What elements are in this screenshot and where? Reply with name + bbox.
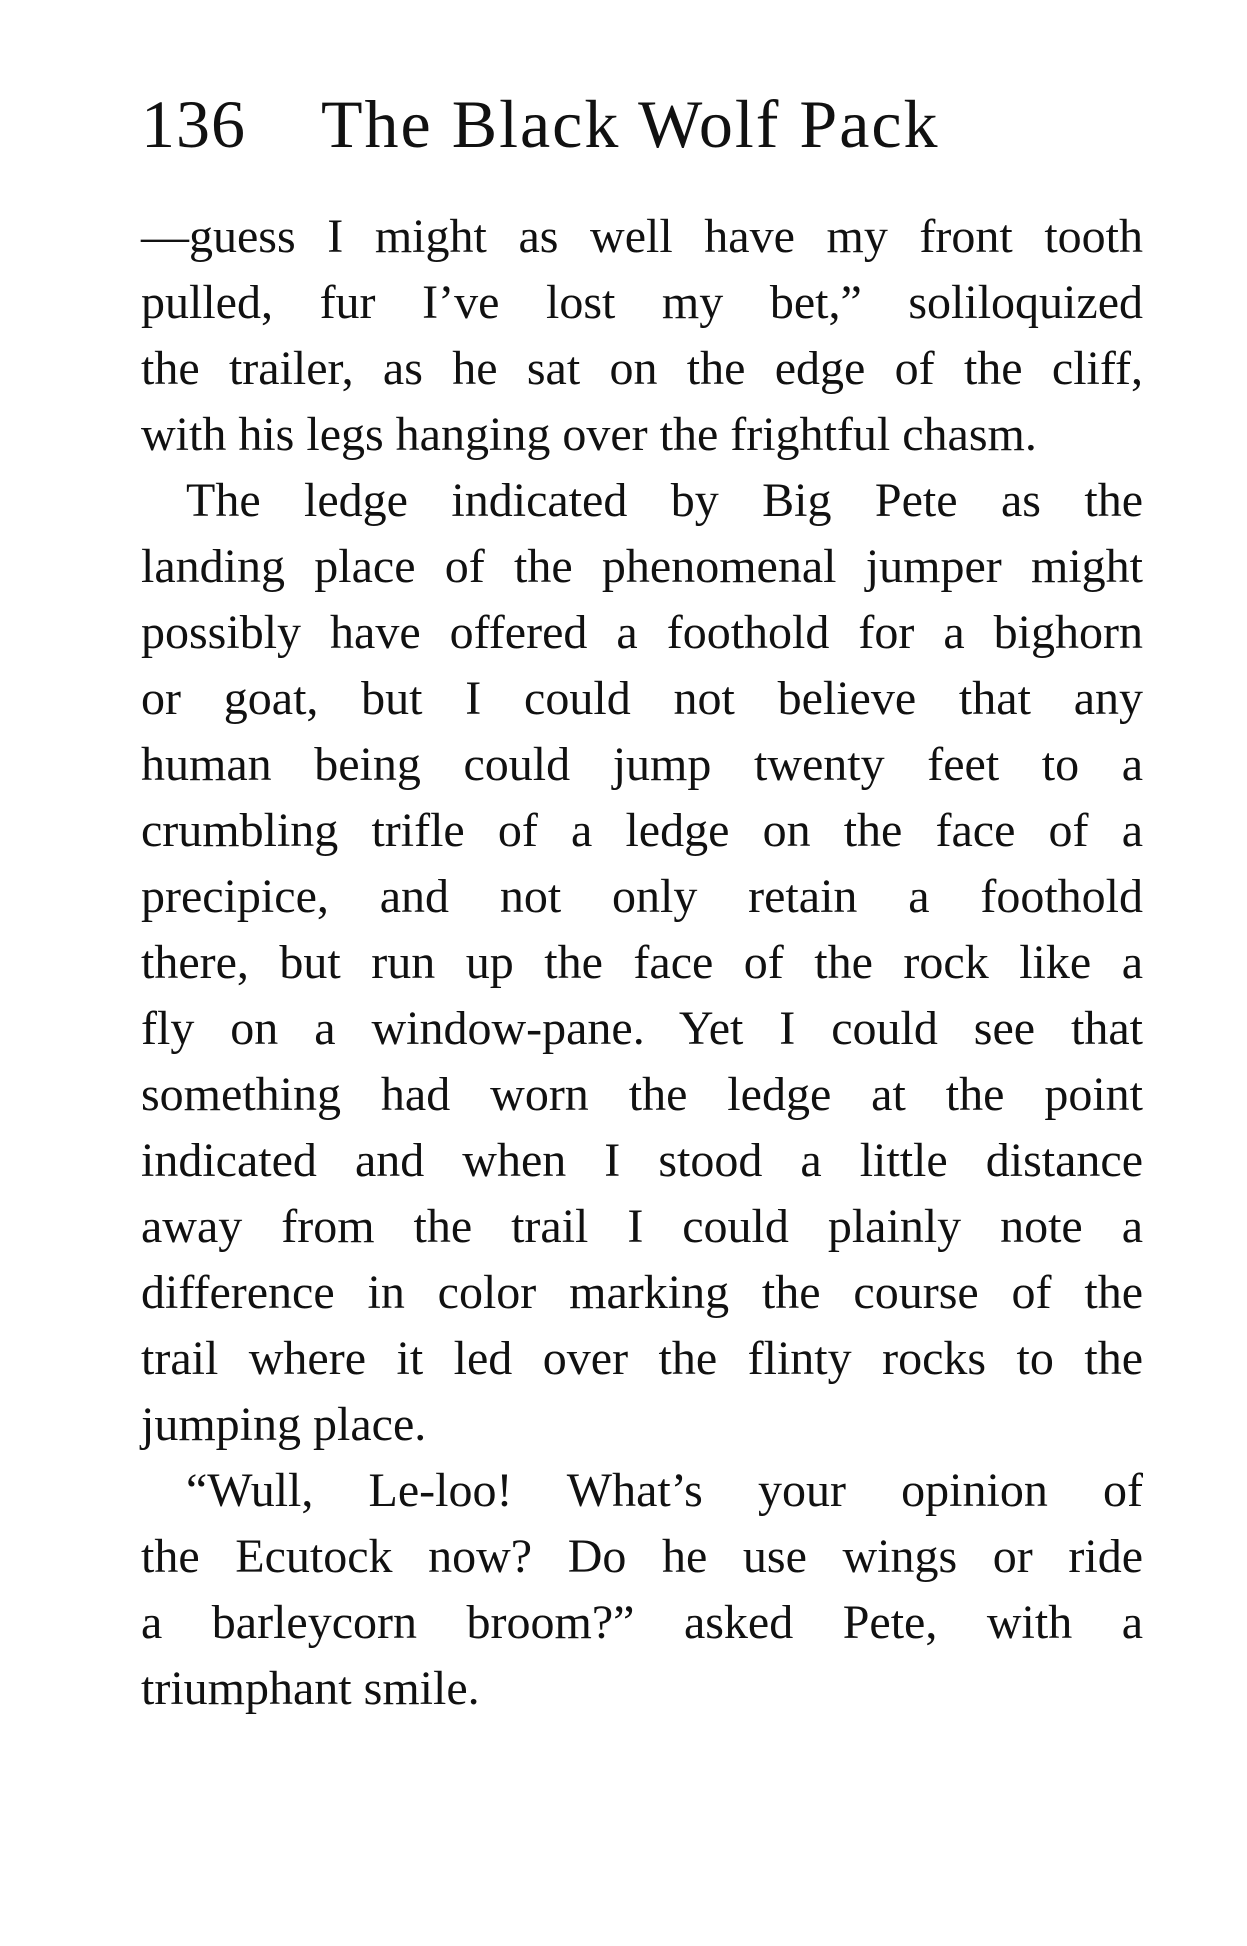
text-line: fly on a window-pane. Yet I could see that: [141, 1002, 1143, 1055]
text-line: “Wull, Le-loo! What’s your opinion of: [186, 1464, 1143, 1517]
text-line: possibly have offered a foothold for a bighorn: [141, 606, 1143, 659]
text-line: the Ecutock now? Do he use wings or ride: [141, 1530, 1143, 1583]
text-line: The ledge indicated by Big Pete as the: [186, 474, 1143, 527]
text-line: a barleycorn broom?” asked Pete, with a: [141, 1596, 1143, 1649]
text-line: there, but run up the face of the rock like a: [141, 936, 1143, 989]
text-line: away from the trail I could plainly note a: [141, 1200, 1143, 1253]
book-title: The Black Wolf Pack: [321, 86, 940, 162]
text-line: human being could jump twenty feet to a: [141, 738, 1143, 791]
text-line: the trailer, as he sat on the edge of the cliff,: [141, 342, 1143, 395]
text-line: crumbling trifle of a ledge on the face of a: [141, 804, 1143, 857]
text-line: indicated and when I stood a little distance: [141, 1134, 1143, 1187]
page-number: 136: [141, 86, 246, 162]
text-line: something had worn the ledge at the point: [141, 1068, 1143, 1121]
text-line: trail where it led over the flinty rocks to the: [141, 1332, 1143, 1385]
text-line: —guess I might as well have my front tooth: [141, 210, 1143, 263]
text-line: triumphant smile.: [141, 1662, 480, 1715]
text-line: pulled, fur I’ve lost my bet,” soliloquized: [141, 276, 1143, 329]
text-line: jumping place.: [141, 1398, 427, 1451]
text-line: with his legs hanging over the frightful chasm.: [141, 408, 1037, 461]
running-head: [141, 84, 940, 164]
text-line: precipice, and not only retain a foothold: [141, 870, 1143, 923]
text-line: landing place of the phenomenal jumper might: [141, 540, 1143, 593]
text-line: difference in color marking the course of the: [141, 1266, 1143, 1319]
text-line: or goat, but I could not believe that any: [141, 672, 1143, 725]
